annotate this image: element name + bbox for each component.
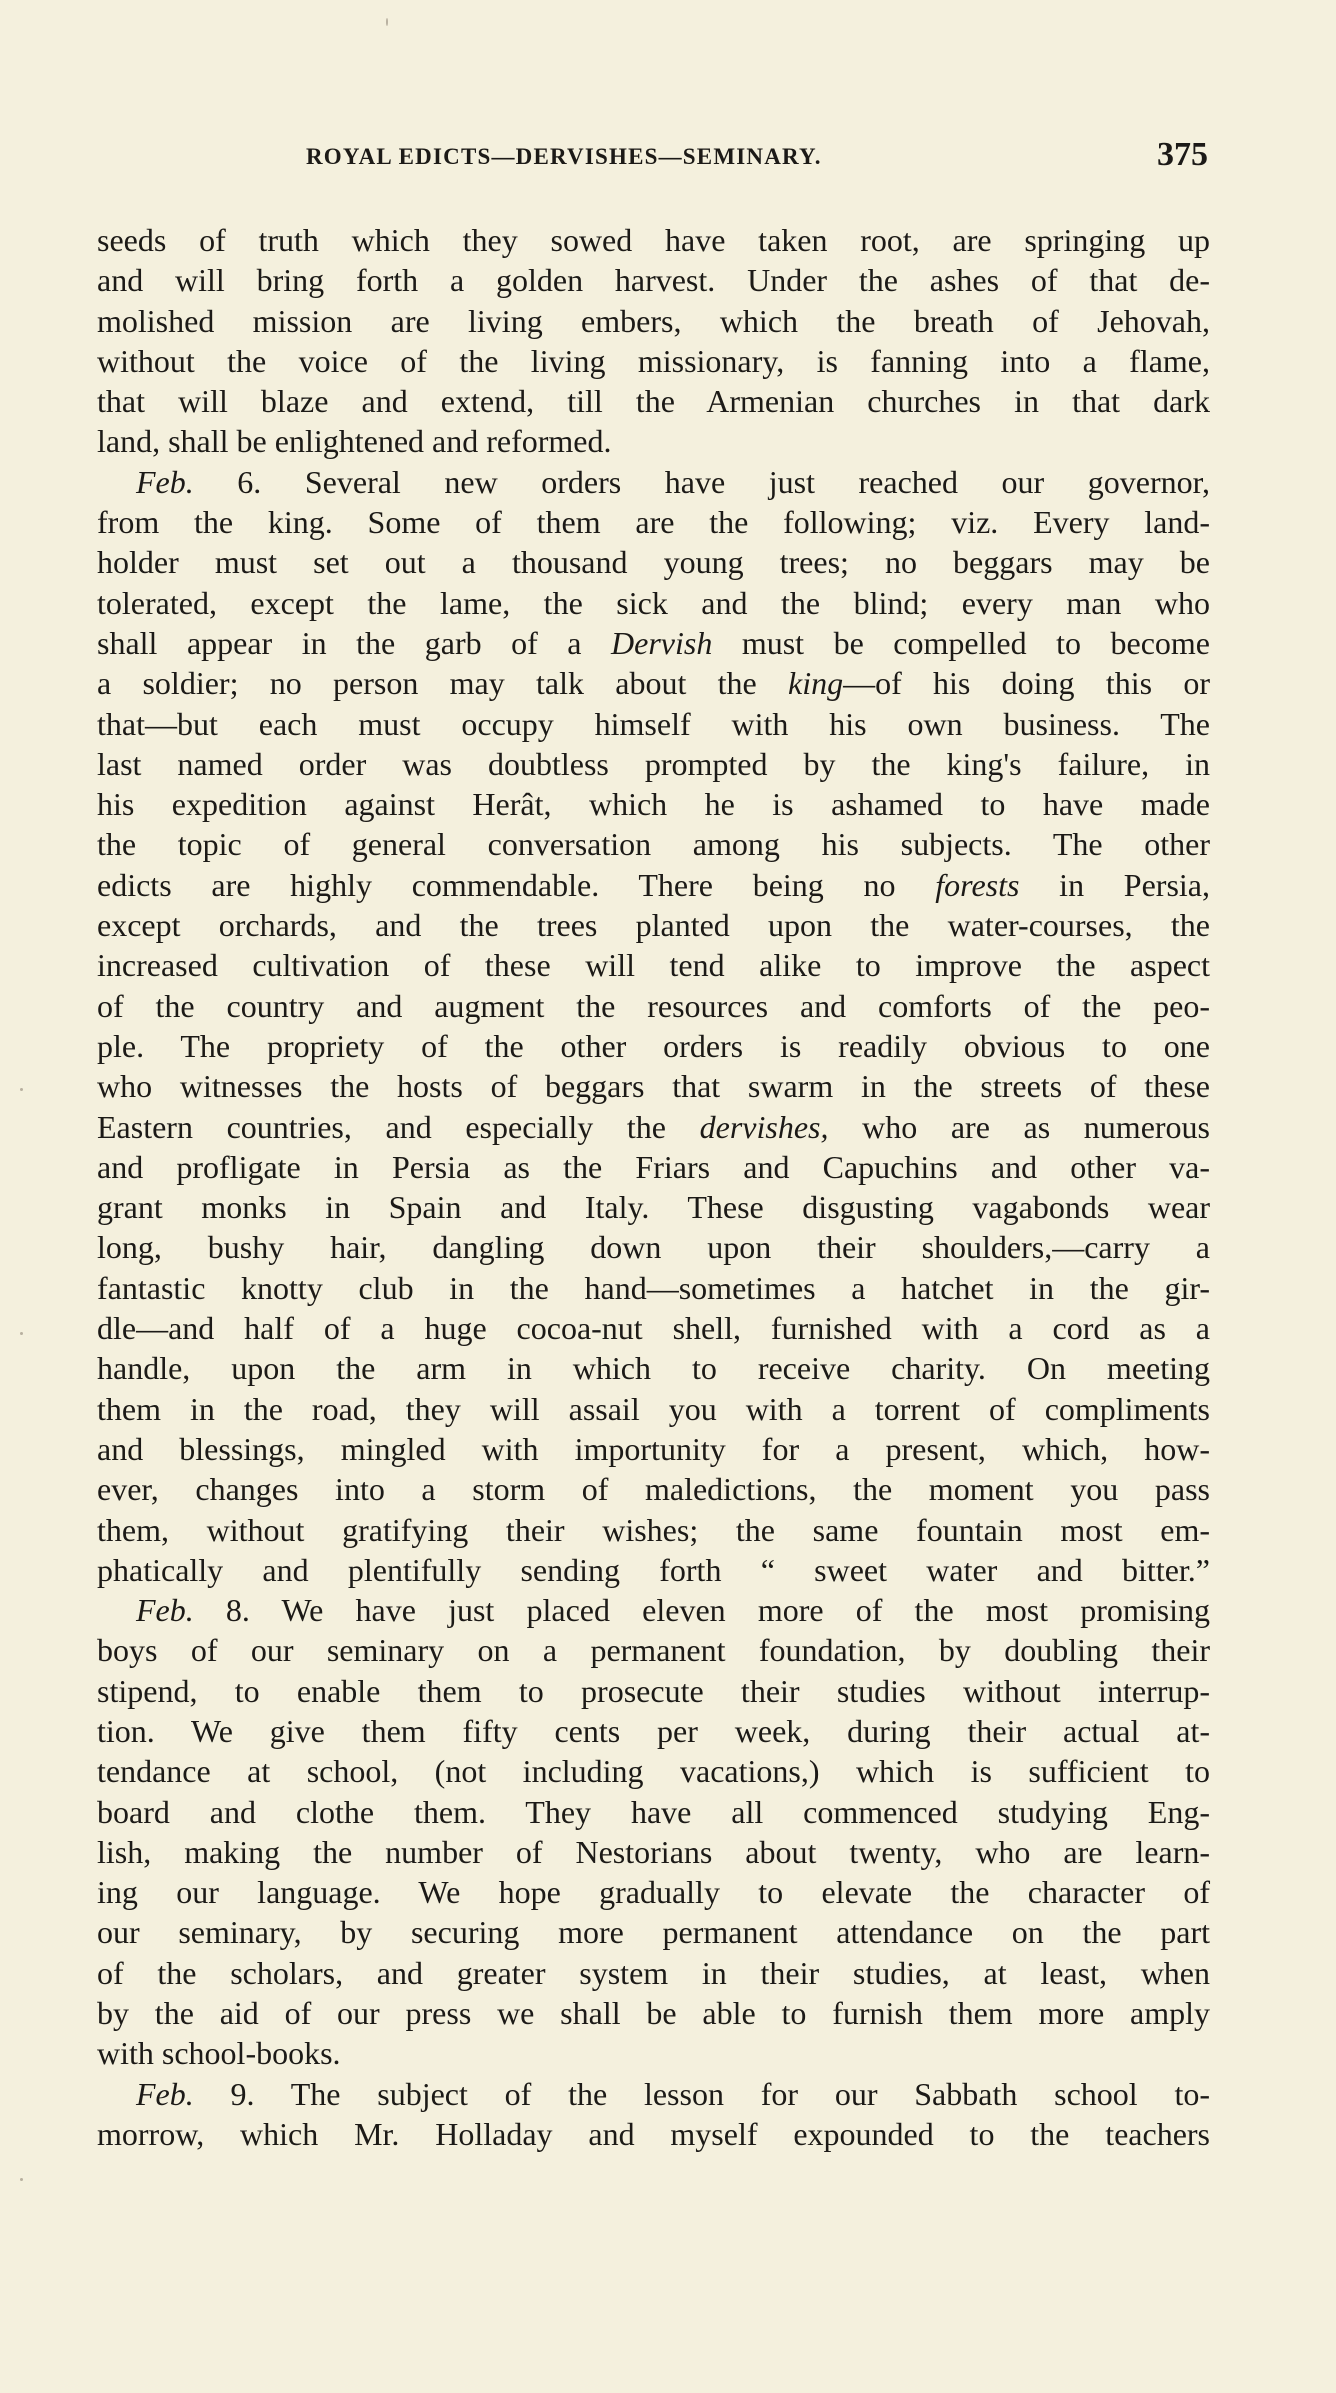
text-line: of the country and augment the resources and comforts of the peo- — [97, 987, 1210, 1024]
text-line: that will blaze and extend, till the Armenian churches in that dark — [97, 383, 1210, 420]
text-line: and profligate in Persia as the Friars and Capuchins and other va- — [97, 1148, 1210, 1185]
text-line: them in the road, they will assail you with a torrent of compliments — [97, 1390, 1210, 1427]
line-text: 6. Several new orders have just reached our governor, — [193, 463, 1210, 500]
text-line: ever, changes into a storm of maledictions, the moment you pass — [97, 1471, 1210, 1508]
text-line: tion. We give them fifty cents per week, during their actual at- — [97, 1712, 1210, 1749]
text-line — [97, 663, 1210, 703]
text-line: and blessings, mingled with importunity for a present, which, how- — [97, 1430, 1210, 1467]
text-line: lish, making the number of Nestorians about twenty, who are learn- — [97, 1833, 1210, 1870]
text-line: last named order was doubtless prompted by the king's failure, in — [97, 745, 1210, 782]
text-line: that—but each must occupy himself with his own business. The — [97, 705, 1210, 742]
text-line: with school-books. — [97, 2035, 341, 2072]
text-line: who witnesses the hosts of beggars that swarm in the streets of these — [97, 1068, 1210, 1105]
text-line: grant monks in Spain and Italy. These disgusting vagabonds wear — [97, 1189, 1210, 1226]
page-number: 375 — [1157, 136, 1208, 173]
text-line: tendance at school, (not including vacations,) which is sufficient to — [97, 1753, 1210, 1790]
text-line: molished mission are living embers, which the breath of Jehovah, — [97, 302, 1210, 339]
text-line: handle, upon the arm in which to receive charity. On meeting — [97, 1350, 1210, 1387]
text-line: except orchards, and the trees planted upon the water-courses, the — [97, 907, 1210, 944]
line-text: must be compelled to become — [712, 624, 1211, 661]
text-line: his expedition against Herât, which he is ashamed to have made — [97, 786, 1210, 823]
body-text — [97, 220, 1210, 2154]
text-line: land, shall be enlightened and reformed. — [97, 423, 612, 460]
running-head: ROYAL EDICTS—DERVISHES—SEMINARY. — [306, 144, 822, 169]
text-line: long, bushy hair, dangling down upon their shoulders,—carry a — [97, 1229, 1210, 1266]
text-line: by the aid of our press we shall be able to furnish them more amply — [97, 1995, 1210, 2032]
text-line: boys of our seminary on a permanent foundation, by doubling their — [97, 1632, 1210, 1669]
text-line: ing our language. We hope gradually to elevate the character of — [97, 1874, 1210, 1911]
line-text: Eastern countries, and especially the — [97, 1108, 700, 1145]
text-line: seeds of truth which they sowed have taken root, are springing up — [97, 222, 1210, 258]
text-line — [97, 2074, 1210, 2114]
text-line: morrow, which Mr. Holladay and myself expounded to the teachers — [97, 2115, 1210, 2152]
line-text: —of his doing this or — [843, 665, 1211, 702]
text-line: and will bring forth a golden harvest. Under the ashes of that de- — [97, 262, 1210, 299]
text-line: our seminary, by securing more permanent attendance on the part — [97, 1914, 1210, 1951]
text-line: them, without gratifying their wishes; the same fountain most em- — [97, 1511, 1210, 1548]
entry-date: Feb. — [136, 1592, 194, 1629]
text-line: fantastic knotty club in the hand—sometimes a hatchet in the gir- — [97, 1269, 1210, 1306]
text-line: increased cultivation of these will tend alike to improve the aspect — [97, 947, 1210, 984]
paper-speck — [20, 1088, 23, 1091]
italic-term: Dervish — [611, 624, 713, 661]
text-line: from the king. Some of them are the following; viz. Every land- — [97, 504, 1210, 541]
line-text: a soldier; no person may talk about the — [97, 665, 789, 702]
text-line: ple. The propriety of the other orders is readily obvious to one — [97, 1027, 1210, 1064]
paper-speck — [20, 1332, 23, 1335]
text-line: holder must set out a thousand young trees; no beggars may be — [97, 544, 1210, 581]
text-line — [97, 1590, 1210, 1630]
line-text: who are as numerous — [828, 1108, 1210, 1145]
text-line: phatically and plentifully sending forth “ sweet water and bitter.” — [97, 1551, 1210, 1588]
line-text: 8. We have just placed eleven more of the most promising — [193, 1592, 1210, 1629]
italic-term: forests — [935, 866, 1020, 903]
text-line: stipend, to enable them to prosecute their studies without interrup- — [97, 1672, 1210, 1709]
text-line: of the scholars, and greater system in their studies, at least, when — [97, 1954, 1210, 1991]
entry-date: Feb. — [136, 2075, 194, 2112]
italic-term: king — [788, 665, 844, 702]
page-header — [98, 136, 1208, 186]
line-text: 9. The subject of the lesson for our Sabbath school to- — [193, 2075, 1210, 2112]
line-text: edicts are highly commendable. There being no — [97, 866, 936, 903]
text-line — [97, 623, 1210, 663]
paper-speck — [20, 2178, 23, 2181]
paper-speck — [386, 18, 388, 26]
text-line: the topic of general conversation among his subjects. The other — [97, 826, 1210, 863]
text-line: dle—and half of a huge cocoa-nut shell, furnished with a cord as a — [97, 1310, 1210, 1347]
text-line: tolerated, except the lame, the sick and the blind; every man who — [97, 584, 1210, 621]
text-line: without the voice of the living missionary, is fanning into a flame, — [97, 342, 1210, 379]
line-text: in Persia, — [1019, 866, 1211, 903]
entry-date: Feb. — [136, 463, 194, 500]
text-line — [97, 865, 1210, 905]
text-line — [97, 1107, 1210, 1147]
line-text: shall appear in the garb of a — [97, 624, 612, 661]
text-line: board and clothe them. They have all commenced studying Eng- — [97, 1793, 1210, 1830]
text-line — [97, 462, 1210, 502]
italic-term: dervishes, — [699, 1108, 829, 1145]
